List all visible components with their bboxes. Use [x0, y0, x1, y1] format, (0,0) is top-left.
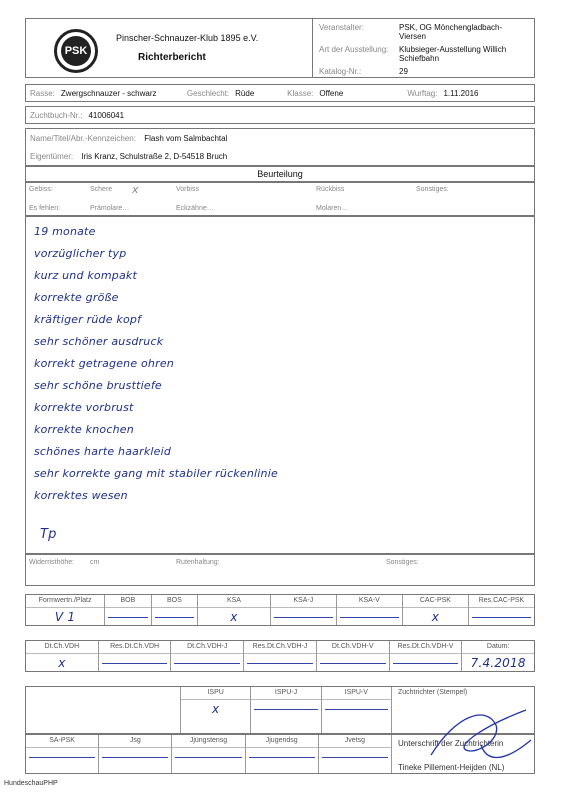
table-header: Jvetsg [344, 737, 366, 744]
evaluation-line: kurz und kompakt [34, 269, 137, 282]
rasse-label: Rasse: [30, 88, 55, 98]
table-header: SA-PSK [49, 737, 75, 744]
evaluation-line: korrekte vorbrust [34, 401, 134, 414]
blank-line [102, 757, 168, 758]
table-cell [390, 641, 463, 671]
beurteilung-title: Beurteilung [25, 166, 535, 182]
blank-line [174, 663, 240, 664]
blank-line [175, 757, 241, 758]
sonstiges-label: Sonstiges: [386, 559, 419, 566]
blank-line [108, 617, 148, 618]
evaluation-line: 19 monate [34, 225, 96, 238]
signature-icon [426, 695, 536, 775]
table-header: ISPU [207, 689, 224, 696]
veranstalter-label: Veranstalter: [319, 23, 364, 32]
table-header: ISPU-J [274, 689, 298, 696]
veranstalter-value: PSK, OG Mönchengladbach-Viersen [399, 23, 503, 41]
table-cell [337, 595, 403, 625]
header-right [312, 18, 535, 78]
blank-line [254, 709, 317, 710]
eigentuemer-label: Eigentümer: [30, 151, 74, 161]
header-left [25, 18, 312, 78]
evaluation-line: sehr schöne brusttiefe [34, 379, 162, 392]
table-value [152, 607, 198, 625]
table-header: Jsg [129, 737, 141, 744]
page-title: Richterbericht [138, 52, 206, 63]
table-cell [319, 735, 391, 773]
header [25, 18, 535, 78]
table-cell [26, 641, 99, 671]
blank-line [102, 663, 168, 664]
sonder-table [26, 735, 392, 773]
table-header: Jjüngstensg [189, 737, 228, 744]
evaluation-line: korrekt getragene ohren [34, 357, 174, 370]
ruten-label: Rutenhaltung: [176, 559, 220, 566]
blank-line [322, 757, 388, 758]
awards-table-2 [25, 640, 535, 672]
table-value [469, 607, 534, 625]
table-cell [99, 735, 172, 773]
eckzaehne-label: Eckzähne… [176, 205, 214, 212]
sonstiges-gebiss-label: Sonstiges: [416, 186, 449, 193]
widerrist-unit: cm [90, 559, 100, 566]
rasse-value: Zwergschnauzer - schwarz [60, 88, 157, 98]
blank-line [247, 663, 313, 664]
table-value [271, 607, 336, 625]
eigentuemer-value: Iris Kranz, Schulstraße 2, D-54518 Bruch [81, 151, 228, 161]
widerrist-label: Widerristhöhe: [29, 559, 75, 566]
evaluation-line: korrekte knochen [34, 423, 134, 436]
molaren-label: Molaren… [316, 205, 349, 212]
table-header: Dt.Ch.VDH-J [187, 643, 228, 650]
wurftag-label: Wurftag: [407, 88, 438, 98]
table-cell [244, 641, 317, 671]
table-cell [462, 641, 534, 671]
blank-line [472, 617, 531, 618]
schere-mark: x [132, 183, 139, 196]
table-cell [26, 735, 99, 773]
table-value [251, 699, 320, 717]
praemolare-label: Prämolare… [90, 205, 130, 212]
table-cell [171, 641, 244, 671]
table-value [390, 653, 462, 671]
ispu-table [180, 687, 392, 733]
table-cell [105, 595, 152, 625]
footer: HundeschauPHP [4, 780, 58, 787]
name-owner-block [25, 128, 535, 166]
es-fehlen-label: Es fehlen: [29, 205, 61, 212]
geschlecht-value: Rüde [235, 88, 255, 98]
katalog-label: Katalog-Nr.: [319, 67, 362, 76]
blank-line [274, 617, 333, 618]
gebiss-label: Gebiss: [29, 186, 53, 193]
blank-line [320, 663, 386, 664]
awards-table-1 [25, 594, 535, 626]
evaluation-line: vorzüglicher typ [34, 247, 127, 260]
table-value [244, 653, 316, 671]
table-header: Res.Dt.Ch.VDH-V [397, 643, 454, 650]
table-value [105, 607, 151, 625]
table-value [99, 653, 171, 671]
zuchtbuch-label: Zuchtbuch-Nr.: [30, 110, 83, 120]
table-cell [198, 595, 271, 625]
table-header: Dt.Ch.VDH-V [331, 643, 374, 650]
table-value: V 1 [26, 607, 104, 625]
table-value [317, 653, 389, 671]
table-header: Formwertn./Platz [38, 597, 92, 604]
klasse-label: Klasse: [287, 88, 314, 98]
table-cell [317, 641, 390, 671]
evaluation-line: sehr korrekte gang mit stabiler rückenlinie [34, 467, 278, 480]
table-header: Res.Dt.Ch.VDH [110, 643, 160, 650]
table-header: KSA-V [358, 597, 380, 604]
table-value [319, 747, 391, 765]
table-header: Res.CAC-PSK [478, 597, 525, 604]
table-cell [322, 687, 391, 733]
geschlecht-label: Geschlecht: [186, 88, 230, 98]
wurftag-value: 1.11.2016 [443, 88, 479, 98]
gebiss-section [25, 182, 535, 216]
table-cell [403, 595, 469, 625]
table-value [99, 747, 171, 765]
table-value [246, 747, 318, 765]
dog-name: Flash vom Salmbachtal [144, 133, 228, 143]
table-value: x [403, 607, 468, 625]
blank-line [29, 757, 95, 758]
table-cell [246, 735, 319, 773]
judge-name: Tineke Pillement-Heijden (NL) [398, 763, 505, 772]
judge-initials: Tp [40, 527, 57, 542]
table-header: BOS [167, 597, 182, 604]
blank-line [325, 709, 388, 710]
klasse-value: Offene [319, 88, 344, 98]
zuchtbuch-value: 41006041 [88, 110, 125, 120]
zuchtrichter-label: Zuchtrichter (Stempel) [398, 689, 468, 696]
club-logo [54, 29, 98, 73]
table-cell [251, 687, 321, 733]
blank-line [155, 617, 195, 618]
table-value: x [198, 607, 270, 625]
katalog-value: 29 [399, 67, 408, 76]
evaluation-area [25, 216, 535, 554]
measurements-row [25, 554, 535, 586]
table-header: Dt.Ch.VDH [44, 643, 80, 650]
blank-line [340, 617, 399, 618]
evaluation-line: korrektes wesen [34, 489, 128, 502]
unterschrift-label: Unterschrift der Zuchtrichterin [398, 739, 504, 748]
blank-line [393, 663, 459, 664]
table-header: Res.Dt.Ch.VDH-J [252, 643, 308, 650]
table-header: Datum: [486, 643, 510, 650]
evaluation-line: kräftiger rüde kopf [34, 313, 142, 326]
evaluation-line: korrekte größe [34, 291, 119, 304]
table-cell [181, 687, 251, 733]
table-cell [469, 595, 534, 625]
table-cell [99, 641, 172, 671]
table-header: KSA-J [293, 597, 314, 604]
table-header: ISPU-V [344, 689, 368, 696]
table-value [322, 699, 391, 717]
table-value [337, 607, 402, 625]
table-header: CAC-PSK [419, 597, 451, 604]
table-header: BOB [120, 597, 136, 604]
table-value: x [181, 699, 250, 717]
ausstellung-value: Klubsieger-Ausstellung Willich Schiefbahn [399, 45, 507, 63]
ausstellung-label: Art der Ausstellung: [319, 45, 389, 54]
table-value [26, 747, 98, 765]
schere-label: Schere [90, 186, 113, 193]
rueckbiss-label: Rückbiss [316, 186, 345, 193]
table-cell [152, 595, 199, 625]
table-cell [271, 595, 337, 625]
evaluation-line: schönes harte haarkleid [34, 445, 172, 458]
table-value: x [26, 653, 98, 671]
blank-line [249, 757, 315, 758]
rasse-row [25, 84, 535, 102]
table-value [172, 747, 244, 765]
logo-text: PSK [61, 36, 91, 66]
table-header: Jjugendsg [265, 737, 298, 744]
table-cell [172, 735, 245, 773]
club-name: Pinscher-Schnauzer-Klub 1895 e.V. [116, 33, 259, 43]
table-value: 7.4.2018 [462, 653, 534, 671]
zuchtbuch-row [25, 106, 535, 124]
table-cell [26, 595, 105, 625]
table-header: KSA [226, 597, 241, 604]
name-label: Name/Titel/Abr.-Kennzeichen: [30, 133, 136, 143]
bottom-section [25, 734, 535, 774]
vorbiss-label: Vorbiss [176, 186, 199, 193]
evaluation-line: sehr schöner ausdruck [34, 335, 164, 348]
table-value [171, 653, 243, 671]
